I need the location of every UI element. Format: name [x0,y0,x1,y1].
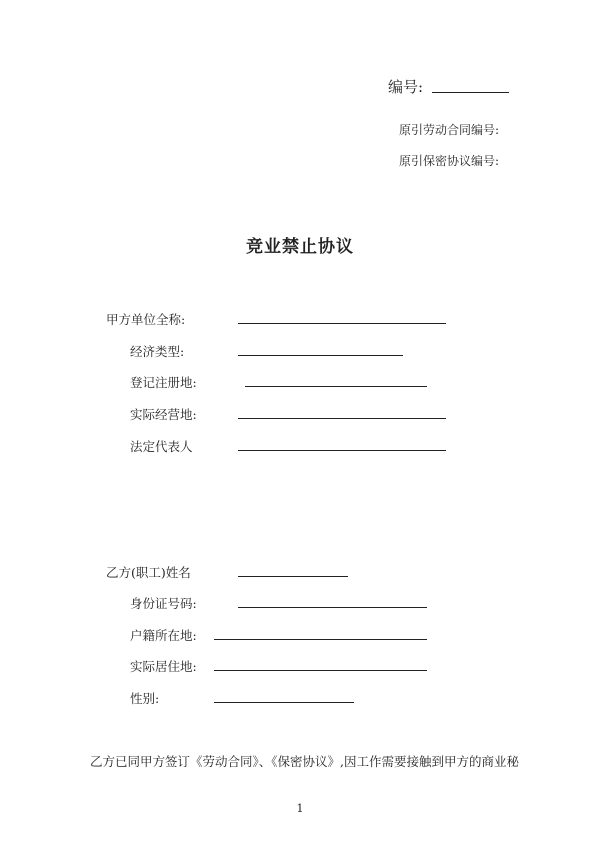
party-b-name-blank[interactable] [238,576,348,577]
party-a-legal-representative-blank[interactable] [238,450,446,451]
party-b-id-number-label: 身份证号码: [130,596,197,611]
number-blank[interactable] [432,92,509,93]
party-b-residence-label: 实际居住地: [130,659,197,674]
body-paragraph: 乙方已同甲方签订《劳动合同》、《保密协议》,因工作需要接触到甲方的商业秘 [90,754,519,769]
party-a-economic-type-label: 经济类型: [130,344,185,359]
party-b-gender-label: 性别: [130,691,160,706]
party-b-id-number-blank[interactable] [238,607,427,608]
party-a-economic-type-blank[interactable] [238,355,403,356]
party-b-name-label: 乙方(职工)姓名 [106,565,191,580]
party-a-legal-representative-label: 法定代表人 [130,439,193,454]
confidentiality-ref-label: 原引保密协议编号: [399,154,500,168]
party-a-business-address-blank[interactable] [238,418,446,419]
page-number: 1 [296,802,304,815]
document-title: 竞业禁止协议 [246,237,354,257]
party-b-residence-blank[interactable] [214,670,427,671]
party-a-business-address-label: 实际经营地: [130,407,197,422]
party-a-registered-address-blank[interactable] [245,386,427,387]
party-a-registered-address-label: 登记注册地: [130,375,197,390]
party-a-full-name-blank[interactable] [238,323,446,324]
party-b-household-registration-blank[interactable] [214,639,427,640]
party-a-full-name-label: 甲方单位全称: [106,312,186,327]
labor-contract-ref-label: 原引劳动合同编号: [399,123,500,137]
party-b-gender-blank[interactable] [214,702,354,703]
number-label: 编号: [388,78,424,96]
party-b-household-registration-label: 户籍所在地: [130,628,197,643]
